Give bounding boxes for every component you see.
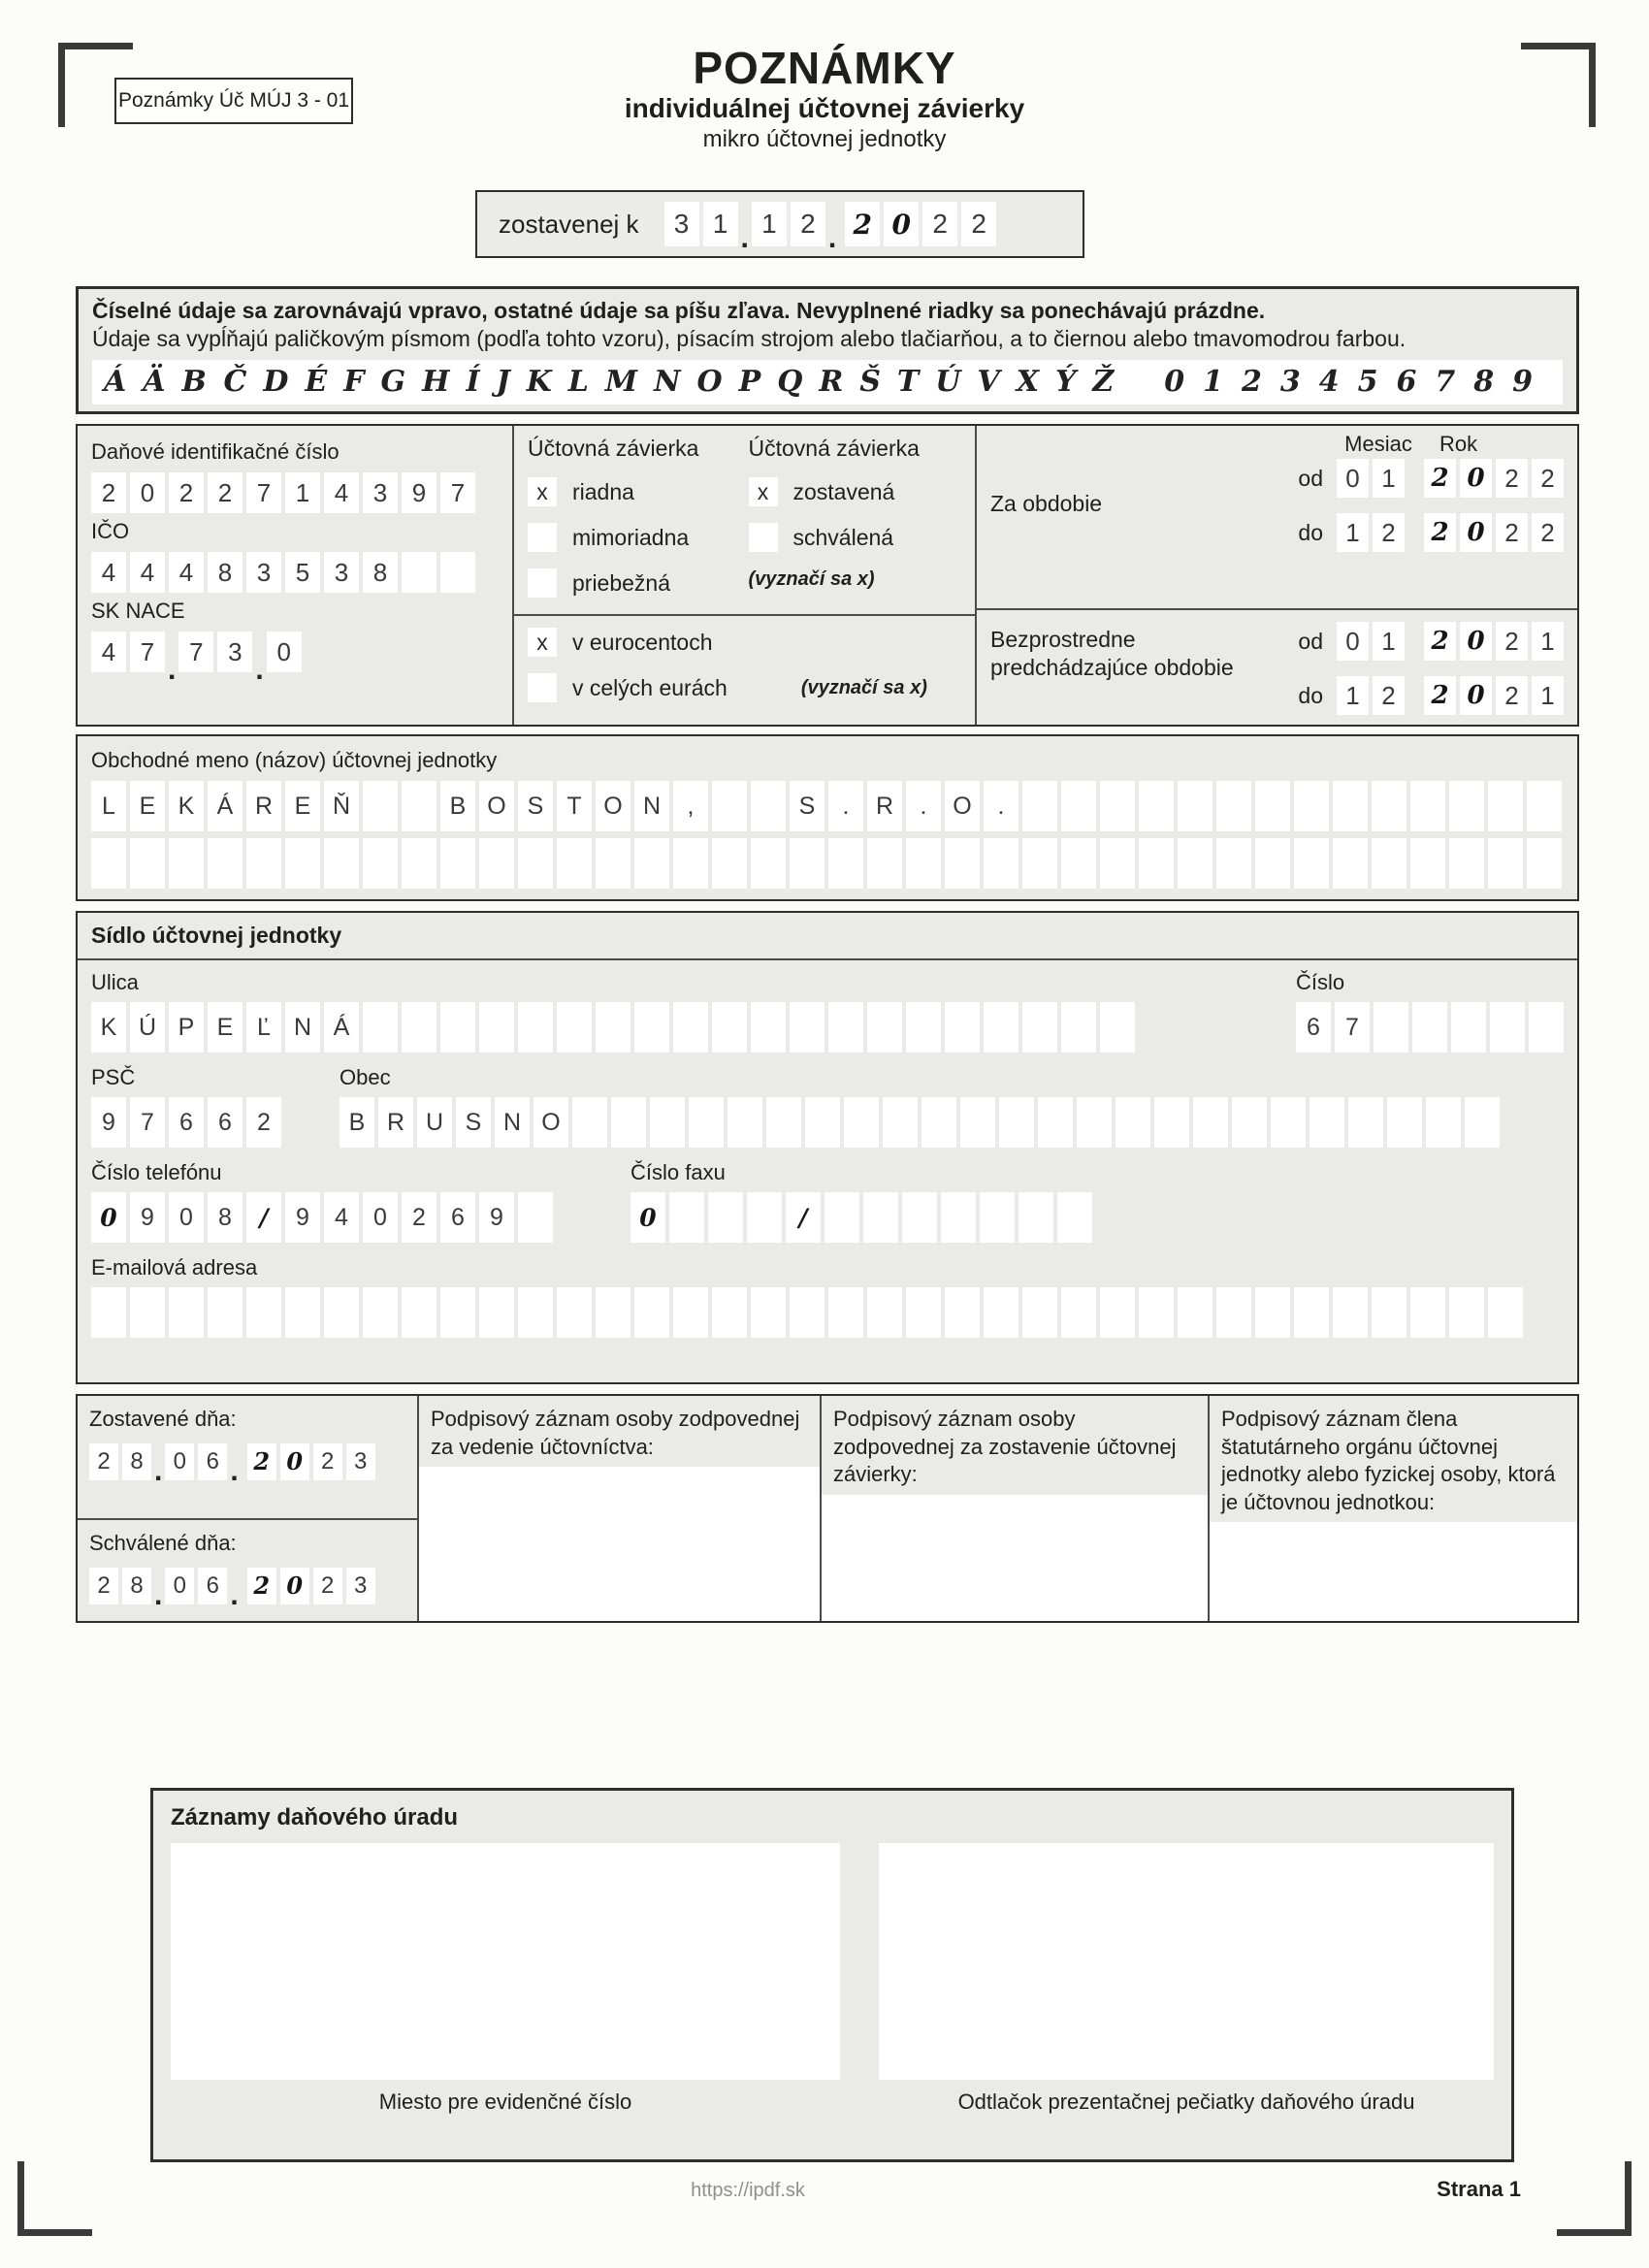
street-field bbox=[91, 964, 1135, 1053]
compiled-year-cells: 2 2 bbox=[922, 202, 996, 246]
zavierka-status-subcolumn bbox=[749, 436, 970, 614]
statutory-signature-area bbox=[1210, 1522, 1577, 1621]
phone-fax-row bbox=[91, 1154, 1564, 1243]
compiled-on-label: Zostavené dňa: bbox=[89, 1407, 237, 1431]
phone-label: Číslo telefónu bbox=[91, 1160, 222, 1184]
street-number-cells: 6 7 bbox=[1296, 1002, 1564, 1053]
zavierka-type-box bbox=[514, 426, 975, 616]
current-from-year-preprint: 2 0 bbox=[1424, 459, 1492, 498]
phone-part1-cells: 9 0 8 bbox=[130, 1192, 242, 1243]
identification-table bbox=[76, 424, 1579, 727]
tax-id-column bbox=[78, 426, 514, 725]
status-note-row bbox=[749, 568, 970, 591]
date-dot: . bbox=[154, 1455, 163, 1488]
fax-field bbox=[630, 1154, 1092, 1243]
nace-dot: . bbox=[168, 653, 177, 686]
periods-column bbox=[977, 426, 1577, 725]
street-number-field bbox=[1296, 964, 1564, 1053]
previous-to-month-cells: 1 2 bbox=[1337, 676, 1405, 715]
sk-nace-label: SK NACE bbox=[91, 599, 185, 623]
street-cells: K Ú P E Ľ N Á bbox=[91, 1002, 1135, 1053]
fax-label: Číslo faxu bbox=[630, 1160, 726, 1184]
phone-slash-preprint: / bbox=[246, 1192, 281, 1243]
option-label: v eurocentoch bbox=[572, 629, 713, 655]
street-number-label: Číslo bbox=[1296, 970, 1345, 994]
date-dot: . bbox=[230, 1579, 239, 1612]
units-box bbox=[514, 616, 975, 725]
previous-period-to-row bbox=[1298, 676, 1564, 715]
phone-part2-cells: 9 4 0 2 6 9 bbox=[285, 1192, 553, 1243]
dates-column bbox=[78, 1396, 419, 1621]
checkbox-priebezna bbox=[528, 568, 557, 598]
option-label: mimoriadna bbox=[572, 524, 690, 550]
compilation-signature-column bbox=[822, 1396, 1210, 1621]
sample-letters: ÁÄBČDÉFGHÍJKLMNOPQRŠTÚVXÝŽ bbox=[104, 365, 1131, 400]
accounting-signature-label: Podpisový záznam osoby zodpovednej za vedenie účtovníctva: bbox=[431, 1407, 800, 1459]
signature-table bbox=[76, 1394, 1579, 1623]
do-label: do bbox=[1298, 682, 1323, 708]
previous-from-year-preprint: 2 0 bbox=[1424, 622, 1492, 661]
made-year-cells: 2 3 bbox=[313, 1443, 375, 1480]
municipality-cells: B R U S N O bbox=[340, 1097, 1500, 1148]
checkbox-whole-euros bbox=[528, 673, 557, 702]
fax-cells bbox=[630, 1192, 1092, 1243]
statutory-signature-column bbox=[1210, 1396, 1577, 1621]
tax-office-records-header: Záznamy daňového úradu bbox=[171, 1804, 459, 1831]
postal-row bbox=[91, 1059, 1564, 1148]
footer-url: https://ipdf.sk bbox=[691, 2180, 805, 2201]
previous-period-from-row bbox=[1298, 622, 1564, 661]
approved-year-cells: 2 3 bbox=[313, 1568, 375, 1604]
units-note: (vyznačí sa x) bbox=[800, 676, 927, 698]
phone-field bbox=[91, 1154, 553, 1243]
option-eurocents bbox=[528, 628, 969, 657]
compiled-on-date bbox=[89, 1443, 405, 1488]
option-label: zostavená bbox=[792, 478, 895, 504]
zavierka-column bbox=[514, 426, 977, 725]
date-dot: . bbox=[154, 1579, 163, 1612]
month-year-header bbox=[977, 426, 1577, 457]
approved-on-label: Schválené dňa: bbox=[89, 1531, 237, 1555]
approved-year-preprint: 2 0 bbox=[247, 1568, 309, 1604]
presentation-stamp-caption: Odtlačok prezentačnej pečiatky daňového úradu bbox=[957, 2090, 1415, 2114]
phone-cells bbox=[91, 1192, 553, 1243]
approved-month-cells: 0 6 bbox=[165, 1568, 227, 1604]
approved-day-cells: 2 8 bbox=[89, 1568, 151, 1604]
current-from-year-cells: 2 2 bbox=[1496, 459, 1564, 498]
previous-to-year-preprint: 2 0 bbox=[1424, 676, 1492, 715]
sample-digits: 0123456789 bbox=[1164, 365, 1551, 400]
zavierka-header-1: Účtovná závierka bbox=[528, 436, 699, 461]
title-block bbox=[0, 45, 1649, 153]
compiled-year-preprint-cells: 2 0 bbox=[845, 202, 919, 246]
current-to-month-cells: 1 2 bbox=[1337, 513, 1405, 552]
registration-number-caption: Miesto pre evidenčné číslo bbox=[378, 2090, 632, 2114]
street-row bbox=[91, 964, 1564, 1053]
dic-label: Daňové identifikačné číslo bbox=[91, 439, 340, 464]
fax-part2-cells bbox=[824, 1192, 1092, 1243]
date-dot: . bbox=[230, 1455, 239, 1488]
sample-characters-row bbox=[92, 360, 1563, 405]
postal-code-field bbox=[91, 1059, 281, 1148]
checkbox-mimoriadna bbox=[528, 523, 557, 552]
instructions-line-2: Údaje sa vypĺňajú paličkovým písmom (podľa tohto vzoru), písacím strojom alebo tlačiarňou, a to čiernou alebo tmavomodrou farbou. bbox=[92, 325, 1406, 351]
sk-nace-part1: 4 7 bbox=[91, 632, 165, 672]
od-label: od bbox=[1298, 628, 1323, 654]
registered-office-header: Sídlo účtovnej jednotky bbox=[78, 913, 1577, 960]
option-label: riadna bbox=[572, 478, 634, 504]
option-zostavena bbox=[749, 477, 970, 506]
municipality-field bbox=[340, 1059, 1500, 1148]
made-month-cells: 0 6 bbox=[165, 1443, 227, 1480]
municipality-label: Obec bbox=[340, 1065, 391, 1089]
nace-dot: . bbox=[255, 653, 264, 686]
previous-period-label: Bezprostredne predchádzajúce obdobie bbox=[990, 627, 1234, 680]
current-to-year-cells: 2 2 bbox=[1496, 513, 1564, 552]
registration-number-area bbox=[171, 1843, 840, 2080]
instructions-box bbox=[76, 286, 1579, 414]
registered-office-section bbox=[76, 911, 1579, 1384]
postal-code-label: PSČ bbox=[91, 1065, 136, 1089]
postal-code-cells: 9 7 6 6 2 bbox=[91, 1097, 281, 1148]
option-schvalena bbox=[749, 523, 970, 552]
page-title: POZNÁMKY bbox=[693, 43, 956, 93]
company-name-section bbox=[76, 734, 1579, 901]
instructions-line-1: Číselné údaje sa zarovnávajú vpravo, ostatné údaje sa píšu zľava. Nevyplnené riadky sa ponechávajú prázdne. bbox=[92, 298, 1266, 323]
accounting-signature-column bbox=[419, 1396, 822, 1621]
previous-to-year-cells: 2 1 bbox=[1496, 676, 1564, 715]
compiled-on-block bbox=[78, 1396, 417, 1520]
current-period-box bbox=[977, 457, 1577, 610]
accounting-signature-area bbox=[419, 1467, 820, 1621]
fax-part1-cells bbox=[669, 1192, 782, 1243]
company-name-row-2 bbox=[91, 838, 1564, 889]
option-mimoriadna bbox=[528, 523, 749, 552]
phone-prefix-preprint: 0 bbox=[91, 1192, 126, 1243]
previous-period-box bbox=[977, 610, 1577, 725]
date-dot: . bbox=[740, 221, 749, 254]
compiled-month-cells: 1 2 bbox=[752, 202, 825, 246]
page-subtitle-2: mikro účtovnej jednotky bbox=[702, 126, 947, 153]
do-label: do bbox=[1298, 519, 1323, 545]
current-period-to-row bbox=[1298, 513, 1564, 552]
previous-from-month-cells: 0 1 bbox=[1337, 622, 1405, 661]
option-label: schválená bbox=[792, 524, 894, 550]
made-year-preprint: 2 0 bbox=[247, 1443, 309, 1480]
option-priebezna bbox=[528, 568, 749, 598]
email-row bbox=[91, 1249, 1564, 1338]
statutory-signature-label: Podpisový záznam člena štatutárneho orgánu účtovnej jednotky alebo fyzickej osoby, ktorá je účtovnou jednotkou: bbox=[1221, 1407, 1556, 1514]
email-label: E-mailová adresa bbox=[91, 1255, 258, 1280]
street-label: Ulica bbox=[91, 970, 139, 994]
zavierka-type-subcolumn bbox=[528, 436, 749, 614]
checkbox-eurocents: x bbox=[528, 628, 557, 657]
year-header-label: Rok bbox=[1439, 432, 1478, 456]
checkbox-riadna: x bbox=[528, 477, 557, 506]
company-name-label: Obchodné meno (názov) účtovnej jednotky bbox=[91, 748, 498, 772]
zavierka-header-2: Účtovná závierka bbox=[748, 436, 920, 461]
option-riadna bbox=[528, 477, 749, 506]
checkbox-zostavena: x bbox=[749, 477, 778, 506]
current-to-year-preprint: 2 0 bbox=[1424, 513, 1492, 552]
compiled-date-label: zostavenej k bbox=[499, 209, 639, 239]
fax-slash-preprint: / bbox=[786, 1192, 821, 1243]
current-from-month-cells: 0 1 bbox=[1337, 459, 1405, 498]
current-period-from-row bbox=[1298, 459, 1564, 498]
compiled-day-cells: 3 1 bbox=[664, 202, 738, 246]
previous-from-year-cells: 2 1 bbox=[1496, 622, 1564, 661]
option-label: v celých eurách bbox=[572, 674, 728, 700]
checkbox-schvalena bbox=[749, 523, 778, 552]
email-cells bbox=[91, 1287, 1523, 1338]
footer-page-number: Strana 1 bbox=[1437, 2177, 1521, 2201]
compiled-date bbox=[664, 202, 997, 254]
sk-nace-part3: 0 bbox=[267, 632, 302, 672]
compiled-date-box bbox=[475, 190, 1084, 258]
compilation-signature-label: Podpisový záznam osoby zodpovednej za zostavenie účtovnej závierky: bbox=[833, 1407, 1177, 1487]
month-header-label: Mesiac bbox=[1344, 432, 1412, 456]
dic-cells: 2 0 2 2 7 1 4 3 9 7 bbox=[91, 472, 499, 513]
tax-office-records-box bbox=[150, 1788, 1514, 2162]
compilation-signature-area bbox=[822, 1495, 1208, 1621]
presentation-stamp-area bbox=[879, 1843, 1494, 2080]
option-label: priebežná bbox=[572, 569, 671, 596]
ico-cells: 4 4 4 8 3 5 3 8 bbox=[91, 552, 499, 593]
option-whole-euros bbox=[528, 673, 969, 702]
od-label: od bbox=[1298, 465, 1323, 491]
page-subtitle-1: individuálnej účtovnej závierky bbox=[624, 93, 1025, 124]
approved-on-date bbox=[89, 1568, 405, 1612]
fax-prefix-preprint: 0 bbox=[630, 1192, 665, 1243]
email-field bbox=[91, 1249, 1523, 1338]
status-note: (vyznačí sa x) bbox=[748, 568, 875, 590]
crop-mark-bottom-right bbox=[1557, 2161, 1632, 2236]
date-dot: . bbox=[827, 221, 837, 254]
sk-nace-cells bbox=[91, 632, 499, 686]
made-day-cells: 2 8 bbox=[89, 1443, 151, 1480]
form-code-label: Poznámky Úč MÚJ 3 - 01 bbox=[117, 89, 350, 112]
ico-label: IČO bbox=[91, 519, 130, 543]
approved-on-block bbox=[78, 1520, 417, 1616]
sk-nace-part2: 7 3 bbox=[178, 632, 252, 672]
current-period-label: Za obdobie bbox=[990, 491, 1103, 516]
company-name-row-1: L E K Á R E Ň B O S T O N , S . R . O . bbox=[91, 781, 1564, 831]
